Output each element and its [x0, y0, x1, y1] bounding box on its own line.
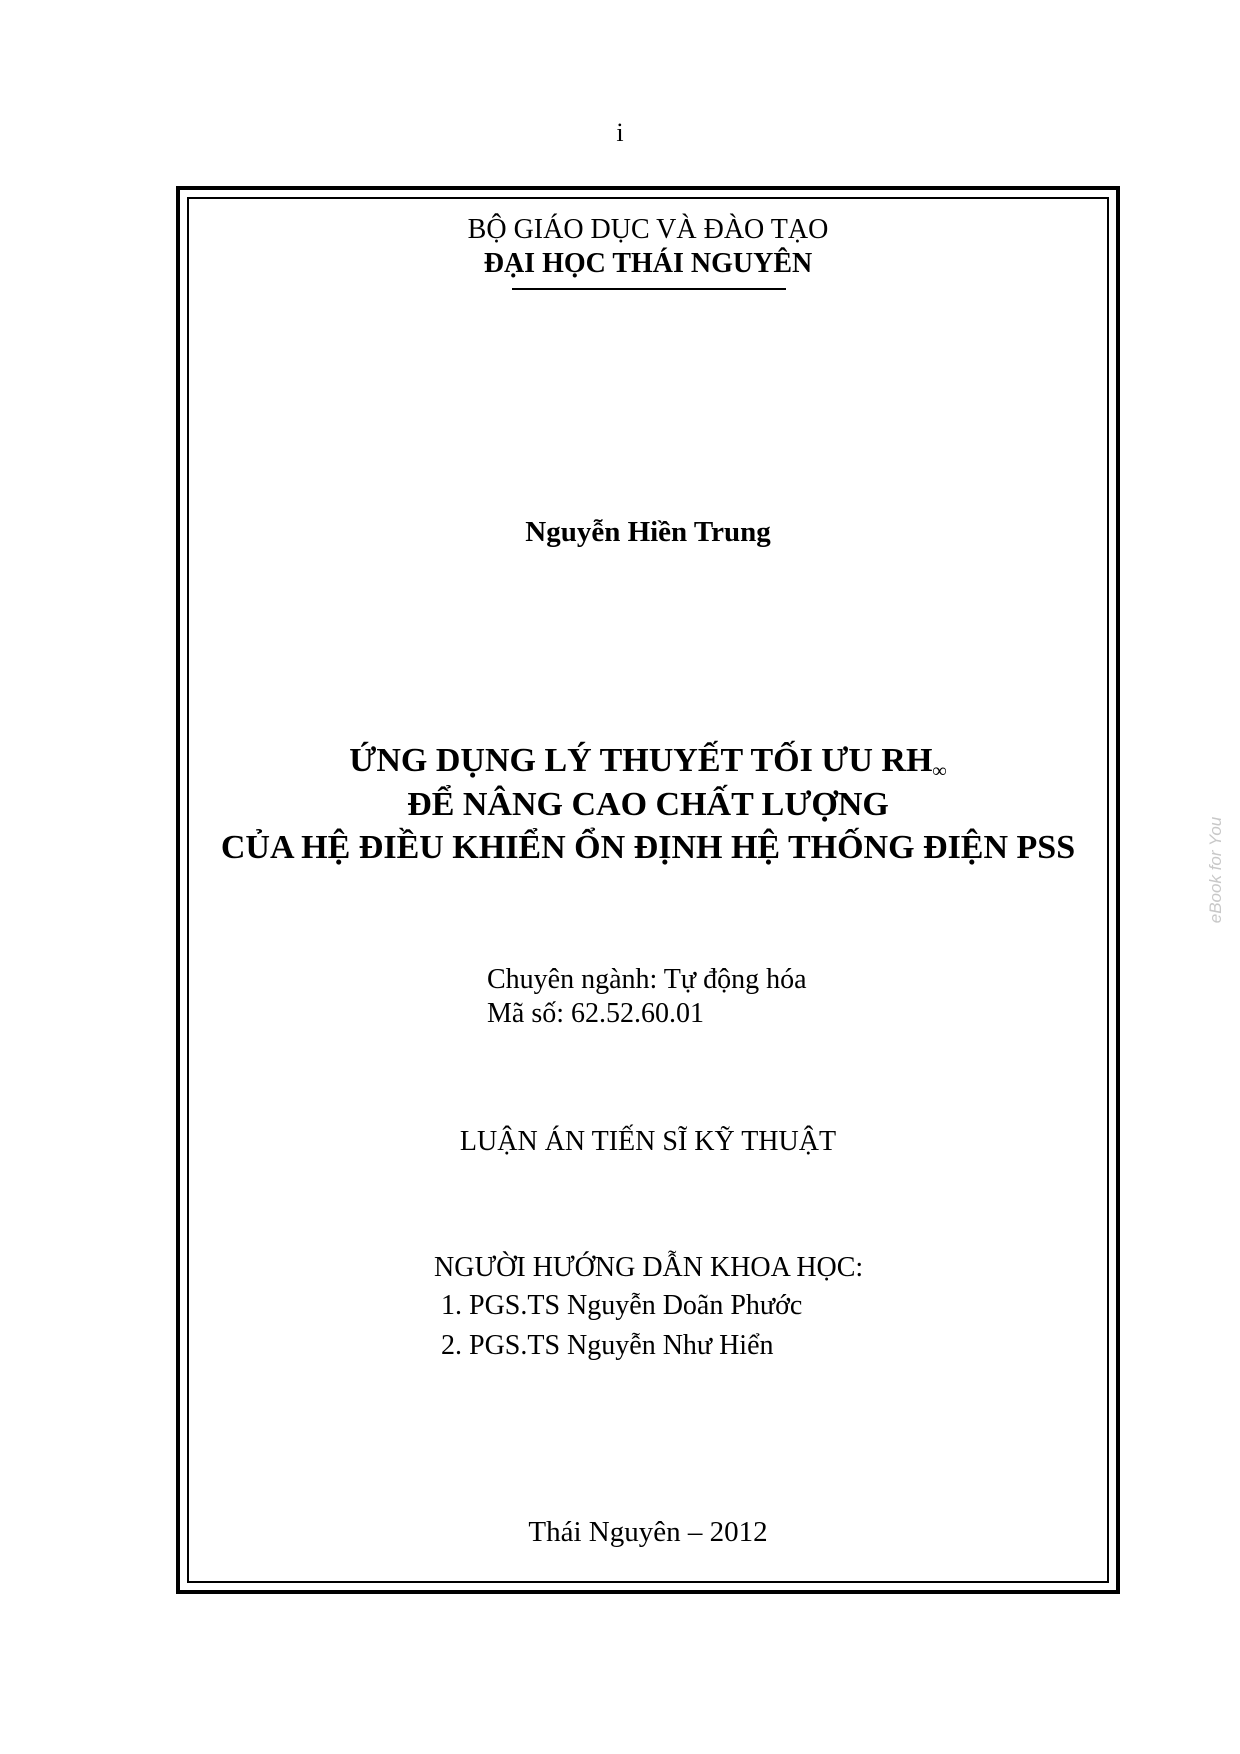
- thesis-title-line-1-text: ỨNG DỤNG LÝ THUYẾT TỐI ƯU RH: [349, 742, 933, 779]
- thesis-title-line-2: ĐỂ NÂNG CAO CHẤT LƯỢNG: [407, 786, 889, 823]
- header-underline: [512, 288, 786, 290]
- degree-type: LUẬN ÁN TIẾN SĨ KỸ THUẬT: [459, 1126, 837, 1157]
- author-name: Nguyễn Hiền Trung: [525, 516, 771, 548]
- ministry-name: BỘ GIÁO DỤC VÀ ĐÀO TẠO: [467, 214, 829, 245]
- specialization-code: Mã số: 62.52.60.01: [487, 998, 704, 1029]
- specialization: Chuyên ngành: Tự động hóa: [487, 964, 807, 995]
- cover-frame-inner: [187, 197, 1109, 1583]
- supervisor-item: 1. PGS.TS Nguyễn Doãn Phước: [441, 1290, 803, 1321]
- thesis-title-line-1: [187, 742, 1109, 783]
- supervisors-heading: NGƯỜI HƯỚNG DẪN KHOA HỌC:: [434, 1252, 864, 1283]
- thesis-title-subscript: ∞: [932, 760, 947, 782]
- watermark: eBook for You: [1206, 816, 1225, 924]
- thesis-title-line-3: CỦA HỆ ĐIỀU KHIỂN ỔN ĐỊNH HỆ THỐNG ĐIỆN PSS: [220, 829, 1076, 866]
- university-name: ĐẠI HỌC THÁI NGUYÊN: [483, 248, 813, 279]
- place-and-year: Thái Nguyên – 2012: [528, 1516, 768, 1548]
- page-number: i: [616, 118, 624, 147]
- supervisor-item: 2. PGS.TS Nguyễn Như Hiển: [441, 1330, 774, 1361]
